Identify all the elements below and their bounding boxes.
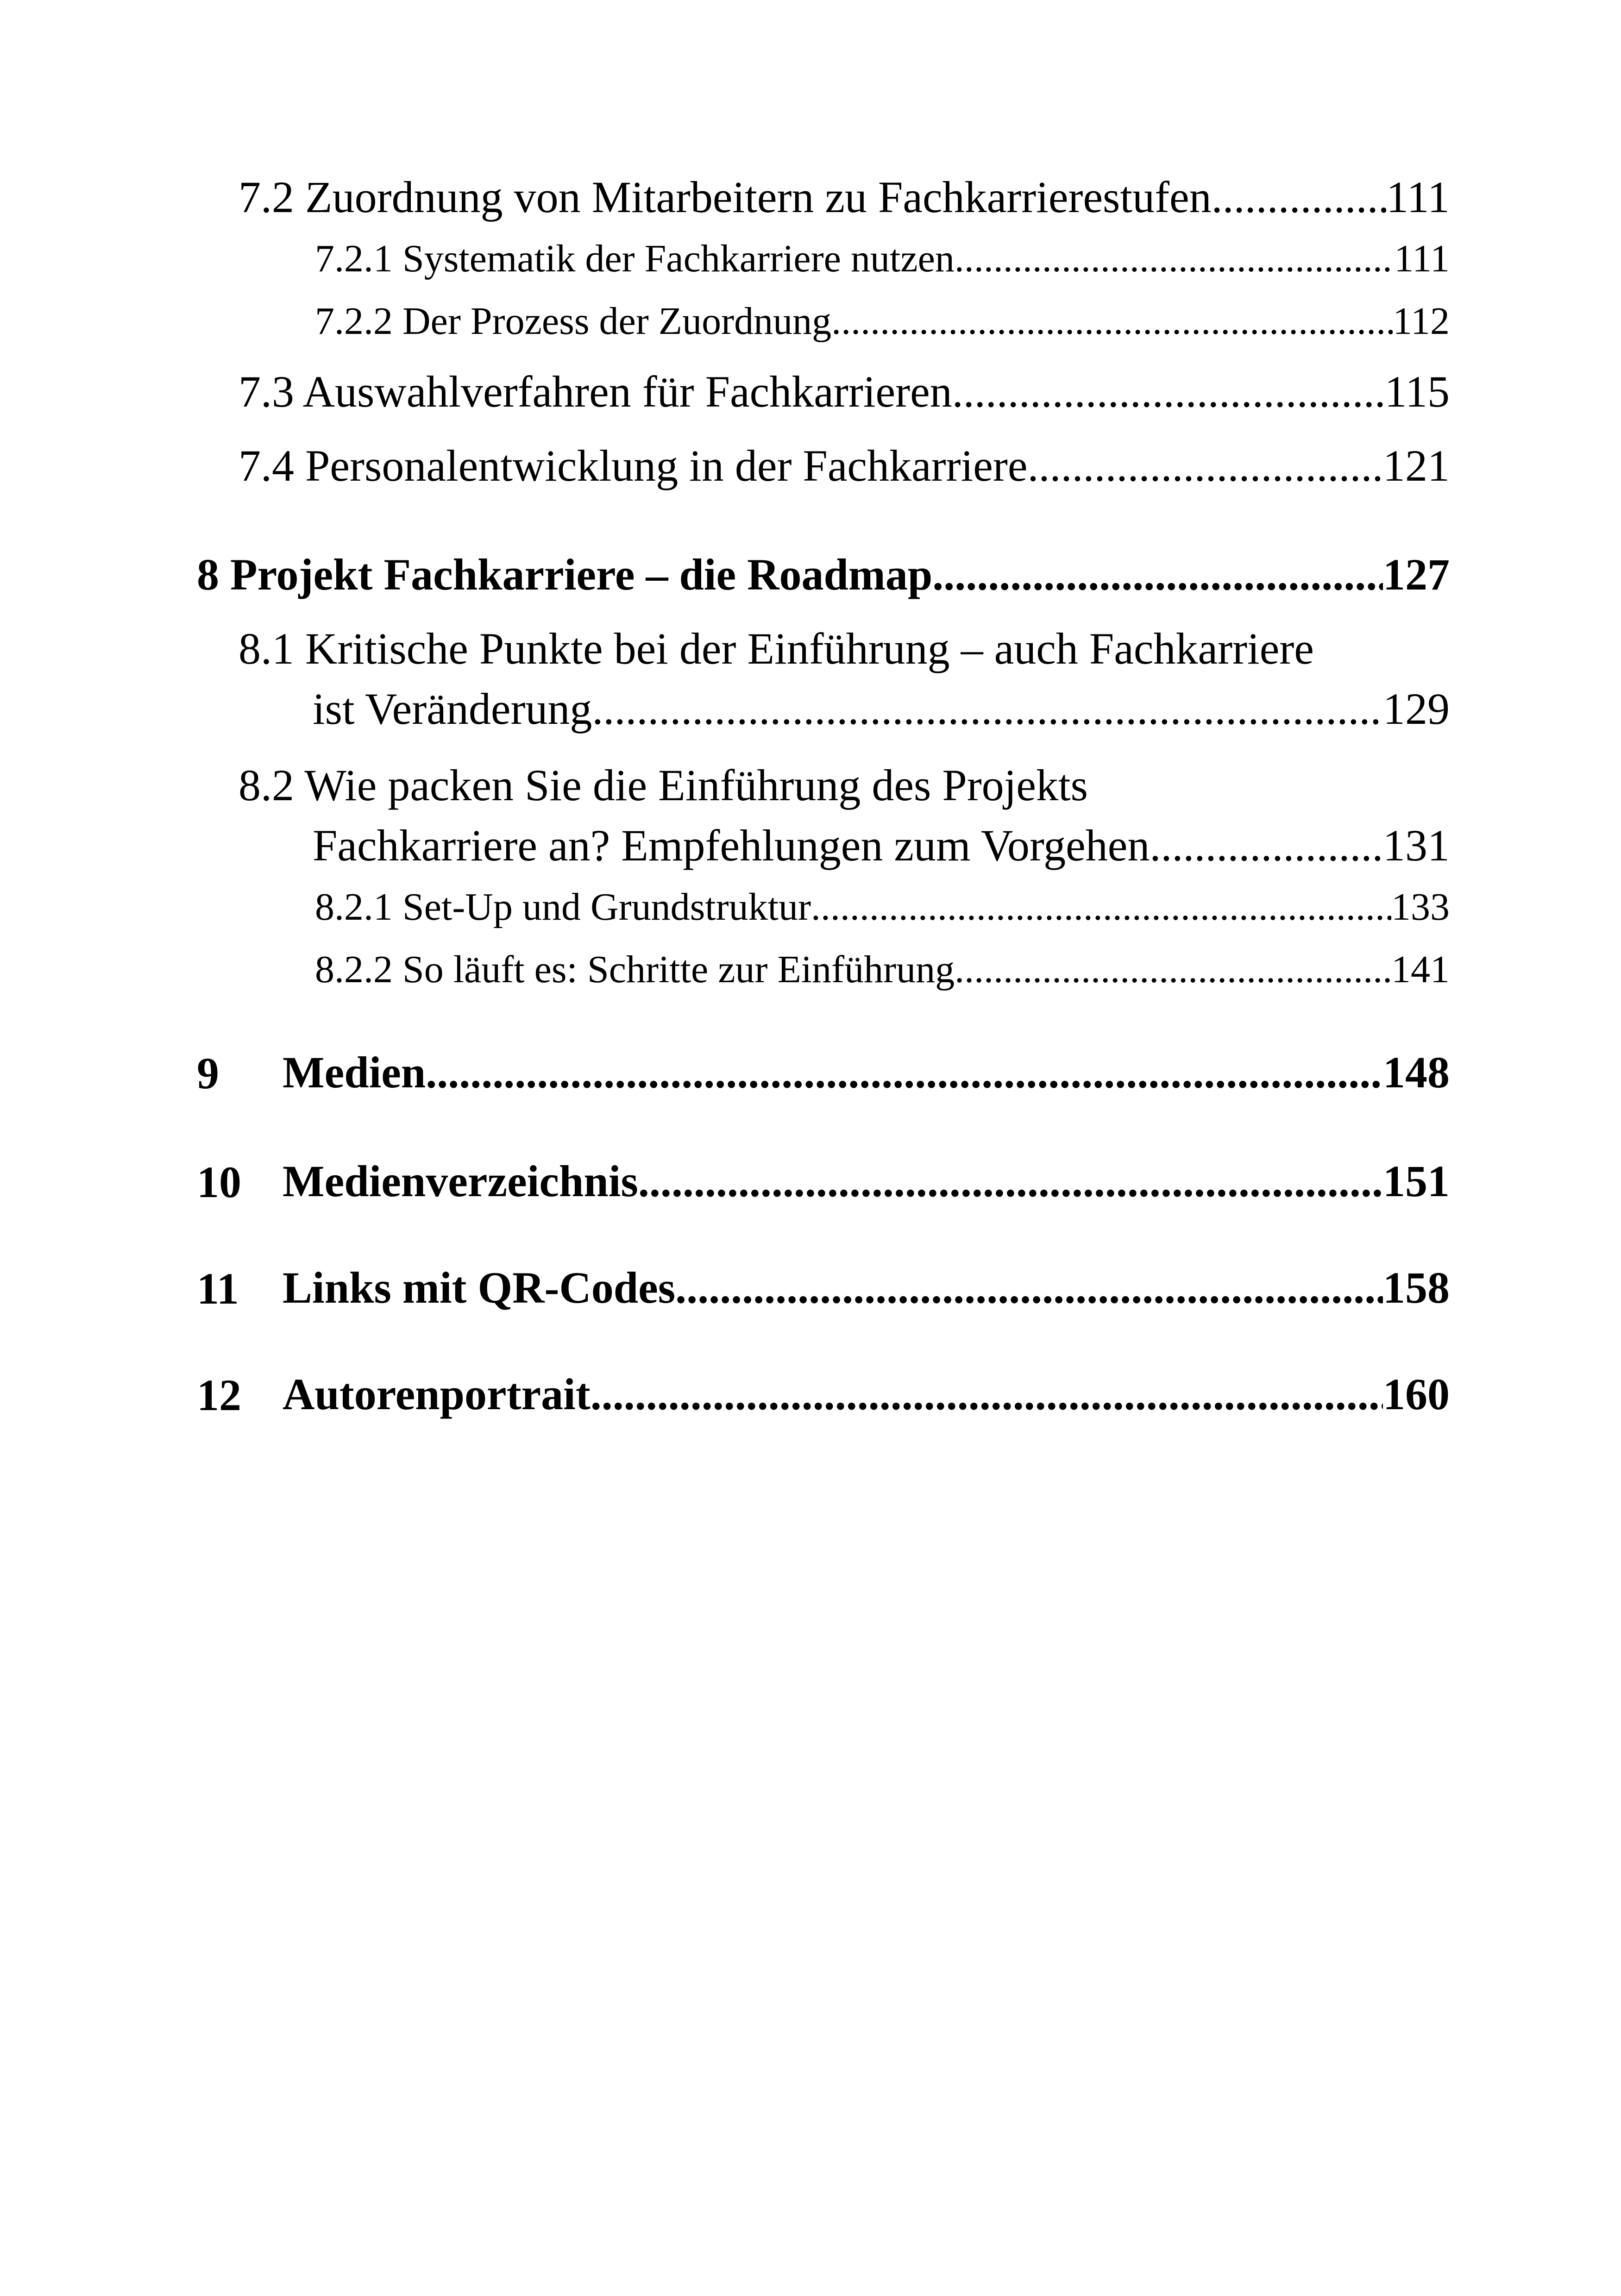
toc-leader-dots (811, 885, 1391, 929)
toc-leader-dots (638, 1155, 1383, 1207)
toc-entry-8-2-line1 (239, 759, 1450, 810)
toc-page-number: 111 (1394, 237, 1450, 280)
toc-leader-dots (675, 1262, 1383, 1313)
toc-entry-8-1-line1 (239, 623, 1450, 674)
toc-entry-7-4 (239, 440, 1450, 491)
toc-entry-title: Medienverzeichnis (283, 1156, 638, 1206)
toc-entry-title: 7.4 Personalentwicklung in der Fachkarriere (239, 441, 1028, 490)
toc-entry-7-2-2 (315, 299, 1450, 345)
toc-entry-title: Medien (283, 1048, 426, 1097)
toc-leader-dots (932, 549, 1383, 600)
toc-entry-title: 7.2.2 Der Prozess der Zuordnung (315, 300, 832, 343)
toc-entry-title-cont: ist Veränderung (313, 684, 592, 734)
toc-entry-8-1-line2 (313, 683, 1450, 734)
toc-page-number: 121 (1383, 441, 1450, 490)
toc-entry-title: 8 Projekt Fachkarriere – die Roadmap (197, 550, 933, 599)
toc-page-number: 151 (1383, 1156, 1450, 1206)
toc-entry-title: 7.2 Zuordnung von Mitarbeitern zu Fachkarrierestufen (239, 172, 1212, 222)
toc-chapter-number: 10 (197, 1157, 241, 1207)
toc-leader-dots (426, 1047, 1383, 1098)
toc-leader-dots (592, 683, 1383, 734)
toc-chapter-number: 11 (197, 1264, 239, 1313)
toc-page-number: 148 (1383, 1048, 1450, 1097)
toc-entry-8-2-1 (315, 885, 1450, 931)
toc-page-number: 129 (1383, 684, 1450, 734)
toc-leader-dots (831, 299, 1393, 344)
toc-chapter-8 (197, 549, 1450, 602)
toc-chapter-12 (283, 1368, 1450, 1422)
toc-entry-title: Autorenportrait (283, 1369, 591, 1419)
toc-page-number: 158 (1383, 1263, 1450, 1312)
toc-page-number: 127 (1383, 550, 1450, 599)
toc-chapter-number: 9 (197, 1048, 219, 1098)
toc-page-number: 115 (1384, 367, 1450, 416)
toc-chapter-11 (283, 1262, 1450, 1315)
toc-leader-dots (952, 366, 1385, 417)
toc-page-number: 141 (1391, 948, 1450, 991)
toc-entry-8-2-line2 (313, 820, 1450, 871)
toc-page-number: 131 (1383, 821, 1450, 870)
toc-leader-dots (955, 236, 1394, 281)
toc-leader-dots (1027, 440, 1383, 491)
toc-leader-dots (1150, 820, 1383, 871)
toc-chapter-9 (283, 1047, 1450, 1100)
toc-entry-title: 8.1 Kritische Punkte bei der Einführung – auch Fachkarriere (239, 624, 1314, 673)
toc-chapter-number: 12 (197, 1370, 241, 1420)
toc-chapter-10 (283, 1155, 1450, 1209)
toc-leader-dots (955, 947, 1391, 992)
toc-entry-title-cont: Fachkarriere an? Empfehlungen zum Vorgehen (313, 821, 1150, 870)
toc-entry-title: Links mit QR-Codes (283, 1263, 676, 1312)
toc-entry-7-2-1 (315, 236, 1450, 282)
toc-entry-7-2 (239, 171, 1450, 222)
toc-page-number: 160 (1383, 1369, 1450, 1419)
toc-entry-title: 7.2.1 Systematik der Fachkarriere nutzen (315, 237, 955, 280)
toc-leader-dots (591, 1368, 1383, 1420)
toc-page-number: 112 (1393, 300, 1450, 343)
toc-page-number: 111 (1386, 172, 1450, 222)
toc-entry-title: 8.2.1 Set-Up und Grundstruktur (315, 885, 811, 928)
toc-entry-title: 8.2 Wie packen Sie die Einführung des Projekts (239, 760, 1088, 810)
toc-entry-8-2-2 (315, 947, 1450, 993)
toc-entry-7-3 (239, 366, 1450, 417)
toc-entry-title: 8.2.2 So läuft es: Schritte zur Einführung (315, 948, 955, 991)
toc-leader-dots (1212, 171, 1386, 222)
toc-page-number: 133 (1391, 885, 1450, 928)
toc-entry-title: 7.3 Auswahlverfahren für Fachkarrieren (239, 367, 952, 416)
